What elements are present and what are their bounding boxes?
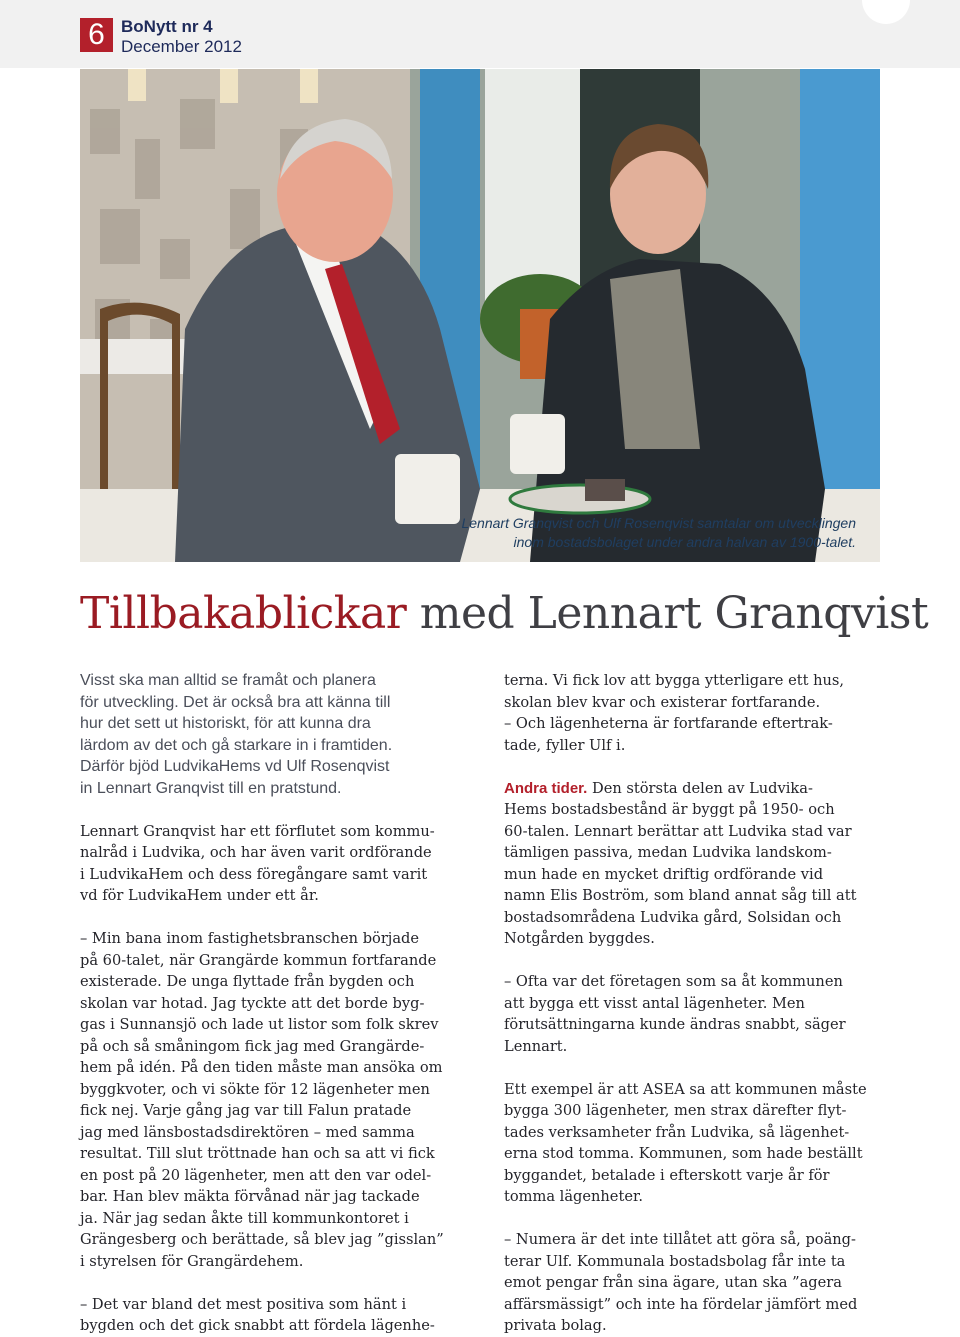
text-line: namn Elis Boström, som bland annat såg till att [504,887,857,904]
text-line: resultat. Till slut tröttnade han och sa att vi fick [80,1145,435,1162]
article-photo [80,69,880,562]
text-line: tomma lägenheter. [504,1188,643,1205]
magazine-title: BoNytt nr 4 [121,17,213,36]
text-line: skolan blev kvar och existerar fortfarande. [504,693,821,711]
text-line: existerade. De unga flyttade från bygden och [80,973,415,990]
text-line: tades verksamheter från Ludvika, så lägenhet- [504,1123,850,1141]
lead-line: in Lennart Granqvist till en pratstund. [80,779,342,797]
text-line [504,778,904,800]
text-line: affärsmässigt” och inte ha fördelar jämfört med [504,1295,858,1313]
photo-caption [330,514,856,552]
headline-accent: Tillbakablickar [80,588,407,639]
paragraph-gap [80,799,480,821]
text-line: att bygga ett visst antal lägenheter. Men [504,994,805,1012]
caption-line: Lennart Granqvist och Ulf Rosenqvist samtalar om utvecklingen [461,515,856,531]
text-line: Grängesberg och berättade, så blev jag ”gisslan” [80,1231,444,1248]
caption-line: inom bostadsbolaget under andra halvan av 1900-talet. [513,534,856,550]
text-line: skolan var hotad. Jag tyckte att det borde byg- [80,994,425,1012]
lead-line: Visst ska man alltid se framåt och planera [80,672,376,689]
text-line: Notgården byggdes. [504,930,655,947]
text-line: terar Ulf. Kommunala bostadsbolag får inte ta [504,1252,846,1270]
paragraph-gap [504,756,904,778]
text-line: hem på idén. På den tiden måste man ansöka om [80,1059,443,1076]
text-line: ja. När jag sedan åkte till kommunkontoret i [80,1209,409,1227]
text-line: nalråd i Ludvika, och har även varit ordförande [80,844,432,861]
text-line: förutsättningarna kunde ändras snabbt, säger [504,1016,846,1033]
text-line: fick nej. Varje gång jag var till Falun pratade [80,1102,412,1119]
text-line: terna. Vi fick lov att bygga ytterligare ett hus, [504,672,844,689]
subheading-text: Den största delen av Ludvika- [587,779,813,797]
article-headline [80,585,929,643]
issue-date: December 2012 [121,37,242,56]
text-line: i styrelsen för Grangärdehem. [80,1252,304,1270]
text-line: Hems bostadsbestånd är byggt på 1950- och [504,801,835,818]
text-line: gas i Sunnansjö och lade ut listor som folk skrev [80,1016,439,1033]
text-line: bygden och det gick snabbt att fördela lägenhe- [80,1317,435,1334]
text-line: bostadsområdena Ludvika gård, Solsidan och [504,908,842,926]
text-line: Lennart. [504,1037,568,1055]
text-line: i LudvikaHem och dess föregångare samt varit [80,865,428,883]
lead-line: Därför bjöd LudvikaHems vd Ulf Rosenqvist [80,758,390,775]
photo-illustration [80,69,880,562]
text-line: 60-talen. Lennart berättar att Ludvika stad var [504,822,852,840]
text-line: privata bolag. [504,1317,607,1334]
paragraph-gap [80,1272,480,1294]
text-line: en post på 20 lägenheter, men att den var odel- [80,1166,432,1184]
article-column-left [80,670,480,1337]
text-line: vd för LudvikaHem under ett år. [80,887,319,904]
text-line: – Ofta var det företagen som sa åt kommunen [504,973,843,990]
headline-rest: med Lennart Granqvist [406,588,929,639]
text-line: på och så småningom fick jag med Grangärde- [80,1037,425,1055]
lead-line: lärdom av det och gå starkare in i framtiden. [80,736,393,754]
text-line: byggandet, betalade i efterskott varje år för [504,1166,830,1184]
text-line: Ett exempel är att ASEA sa att kommunen måste [504,1080,867,1098]
text-line: bar. Han blev mäkta förvånad när jag tackade [80,1188,420,1205]
text-line: – Min bana inom fastighetsbranschen började [80,930,420,947]
text-line: byggkvoter, och vi sökte för 12 lägenheter men [80,1080,430,1098]
text-line: på 60-talet, när Grangärde kommun fortfarande [80,951,437,969]
text-line: emot pengar från sina ägare, utan ska ”agera [504,1274,842,1291]
text-line: erna stod tomma. Kommunen, som hade beställt [504,1145,863,1162]
text-line: tade, fyller Ulf i. [504,736,626,754]
text-line: mun hade en mycket driftig ordförande vid [504,865,824,883]
page-number-badge: 6 [80,18,113,52]
paragraph-gap [80,907,480,929]
paragraph-gap [504,950,904,972]
lead-line: för utveckling. Det är också bra att känna till [80,693,391,711]
text-line: tämligen passiva, medan Ludvika landskom- [504,844,832,861]
text-line: bygga 300 lägenheter, men strax därefter flyt- [504,1102,847,1119]
article-column-right [504,670,904,1337]
paragraph-gap [504,1208,904,1230]
lead-line: hur det sett ut historiskt, för att kunna dra [80,715,371,732]
text-line: – Det var bland det mest positiva som hänt i [80,1295,407,1313]
text-line: – Och lägenheterna är fortfarande eftertrak- [504,715,833,732]
text-line: Lennart Granqvist har ett förflutet som kommu- [80,822,435,840]
text-line: jag med länsbostadsdirektören – med samma [80,1123,415,1141]
page-header [0,0,960,68]
subheading: Andra tider. [504,779,588,797]
corner-decoration [862,0,910,24]
text-line: – Numera är det inte tillåtet att göra så, poäng- [504,1231,856,1248]
paragraph-gap [504,1057,904,1079]
